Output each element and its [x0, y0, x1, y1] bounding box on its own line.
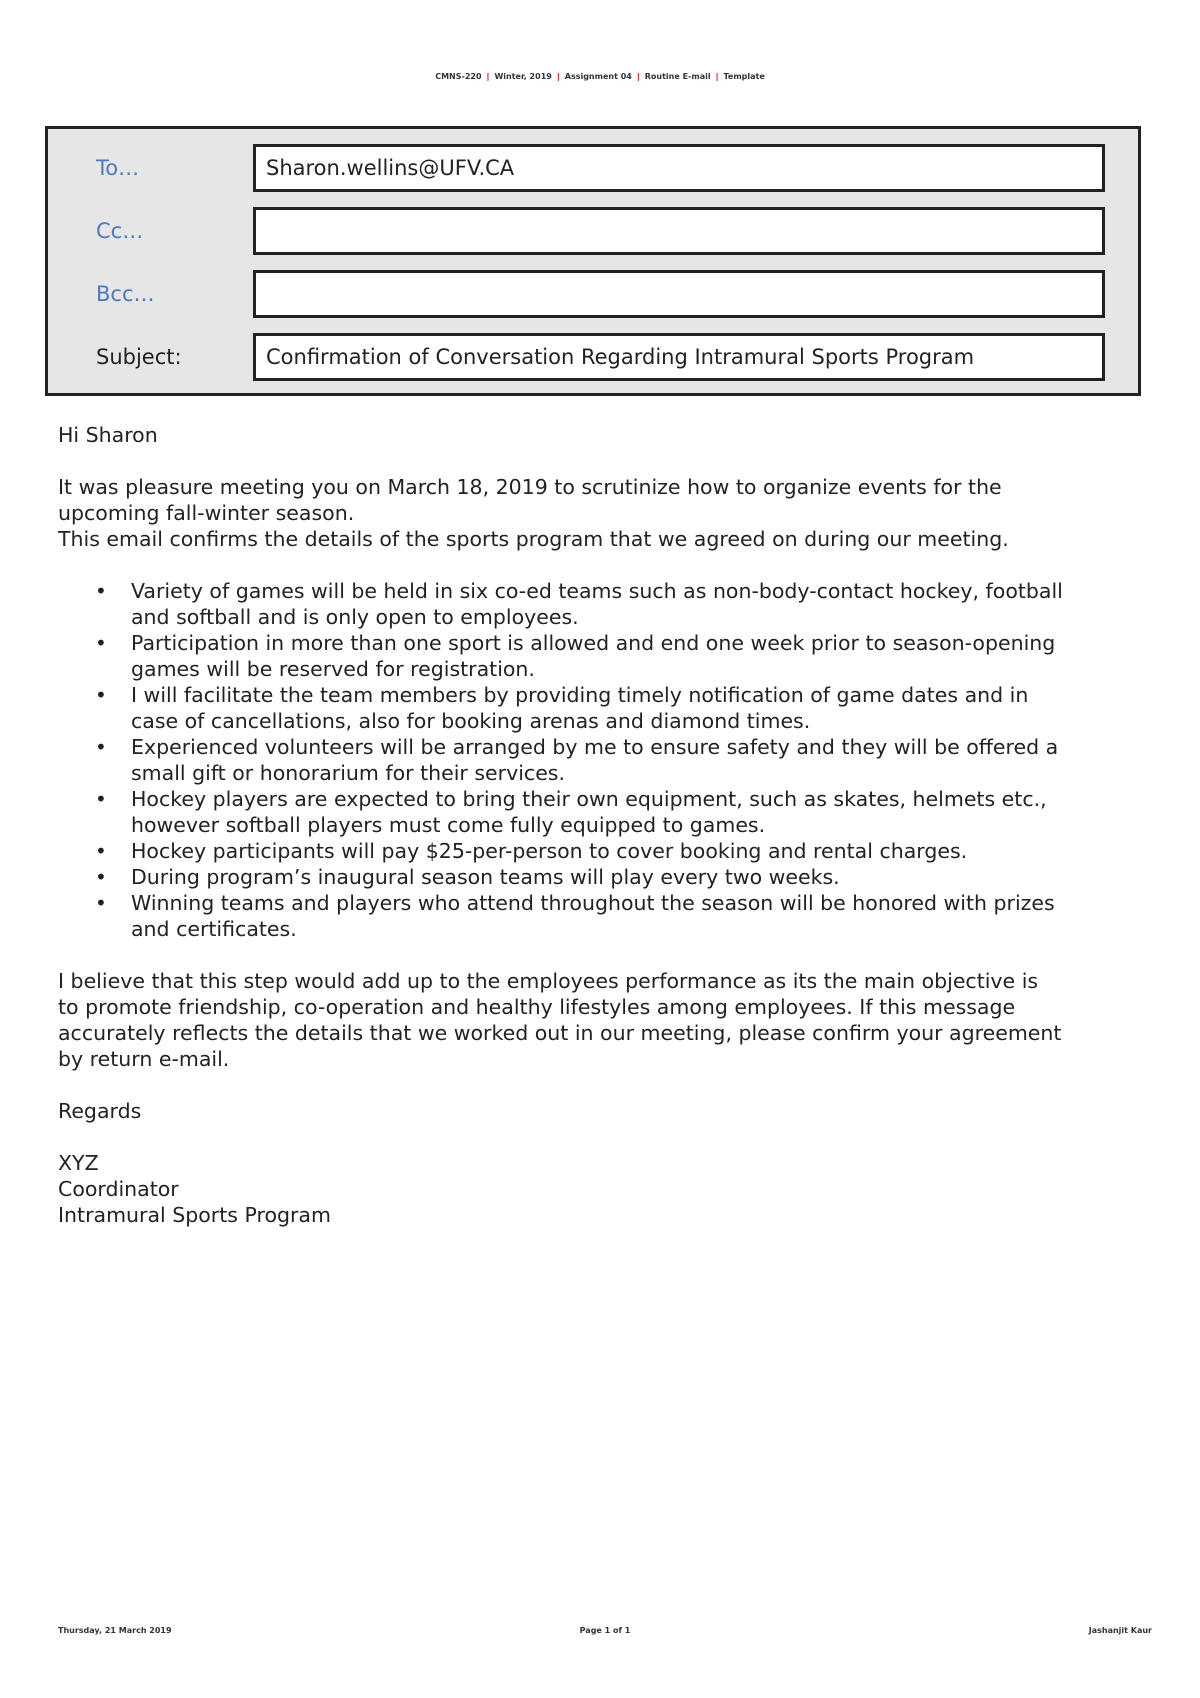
bullet-icon: •: [95, 735, 107, 759]
list-item: • During program’s inaugural season teams will play every two weeks.: [95, 865, 840, 889]
intro-line: It was pleasure meeting you on March 18, 2019 to scrutinize how to organize events for the: [58, 475, 1002, 499]
page-header: [0, 72, 1200, 81]
greeting: Hi Sharon: [58, 423, 158, 447]
closing-line: by return e-mail.: [58, 1047, 230, 1071]
header-separator: |: [556, 72, 560, 81]
to-label[interactable]: To…: [96, 156, 140, 180]
closing-line: accurately reflects the details that we worked out in our meeting, please confirm your agreement: [58, 1021, 1062, 1045]
list-item: • I will facilitate the team members by providing timely notification of game dates and in case of cancellations, also for booking arenas and diamond times.: [95, 683, 1029, 733]
header-separator: |: [715, 72, 719, 81]
bcc-label[interactable]: Bcc…: [96, 282, 155, 306]
regards: Regards: [58, 1099, 142, 1123]
bullet-icon: •: [95, 579, 107, 603]
closing-line: to promote friendship, co-operation and healthy lifestyles among employees. If this message: [58, 995, 1016, 1019]
header-title: Routine E-mail: [644, 72, 711, 81]
signature-org: Intramural Sports Program: [58, 1203, 331, 1227]
cc-field[interactable]: [253, 207, 1105, 255]
signature-title: Coordinator: [58, 1177, 179, 1201]
list-item: • Variety of games will be held in six co-ed teams such as non-body-contact hockey, football and softball and is only open to employees.: [95, 579, 1063, 629]
bullet-list: [58, 578, 1158, 942]
cc-row: [48, 207, 1138, 255]
bullet-icon: •: [95, 891, 107, 915]
bullet-icon: •: [95, 683, 107, 707]
list-item: • Winning teams and players who attend throughout the season will be honored with prizes and certificates.: [95, 891, 1055, 941]
header-separator: |: [486, 72, 490, 81]
subject-row: [48, 333, 1138, 381]
bullet-icon: •: [95, 865, 107, 889]
subject-label: Subject:: [96, 345, 182, 369]
bullet-icon: •: [95, 631, 107, 655]
email-envelope: [45, 126, 1141, 396]
cc-label[interactable]: Cc…: [96, 219, 144, 243]
list-item: • Hockey players are expected to bring their own equipment, such as skates, helmets etc., however softball players must come fully equipped to games.: [95, 787, 1047, 837]
bullet-icon: •: [95, 839, 107, 863]
header-term: Winter, 2019: [494, 72, 552, 81]
header-course: CMNS-220: [435, 72, 482, 81]
closing-line: I believe that this step would add up to the employees performance as its the main objective is: [58, 969, 1039, 993]
bcc-row: [48, 270, 1138, 318]
list-item: • Participation in more than one sport is allowed and end one week prior to season-opening games will be reserved for registration.: [95, 631, 1056, 681]
subject-field[interactable]: Confirmation of Conversation Regarding Intramural Sports Program: [253, 333, 1105, 381]
to-row: [48, 144, 1138, 192]
bullet-icon: •: [95, 787, 107, 811]
header-template: Template: [723, 72, 765, 81]
intro-line: This email confirms the details of the sports program that we agreed on during our meeting.: [58, 527, 1009, 551]
signature-name: XYZ: [58, 1151, 99, 1175]
intro-line: upcoming fall-winter season.: [58, 501, 355, 525]
list-item: • Hockey participants will pay $25-per-person to cover booking and rental charges.: [95, 839, 968, 863]
page-footer: [58, 1626, 1152, 1640]
bcc-field[interactable]: [253, 270, 1105, 318]
header-separator: |: [636, 72, 640, 81]
to-field[interactable]: Sharon.wellins@UFV.CA: [253, 144, 1105, 192]
email-body[interactable]: [58, 422, 1158, 1228]
footer-page-number: Page 1 of 1: [579, 1626, 631, 1635]
header-assignment: Assignment 04: [564, 72, 632, 81]
list-item: • Experienced volunteers will be arranged by me to ensure safety and they will be offered a small gift or honorarium for their services.: [95, 735, 1059, 785]
footer-date: Thursday, 21 March 2019: [58, 1626, 172, 1635]
footer-author: Jashanjit Kaur: [1088, 1626, 1152, 1635]
